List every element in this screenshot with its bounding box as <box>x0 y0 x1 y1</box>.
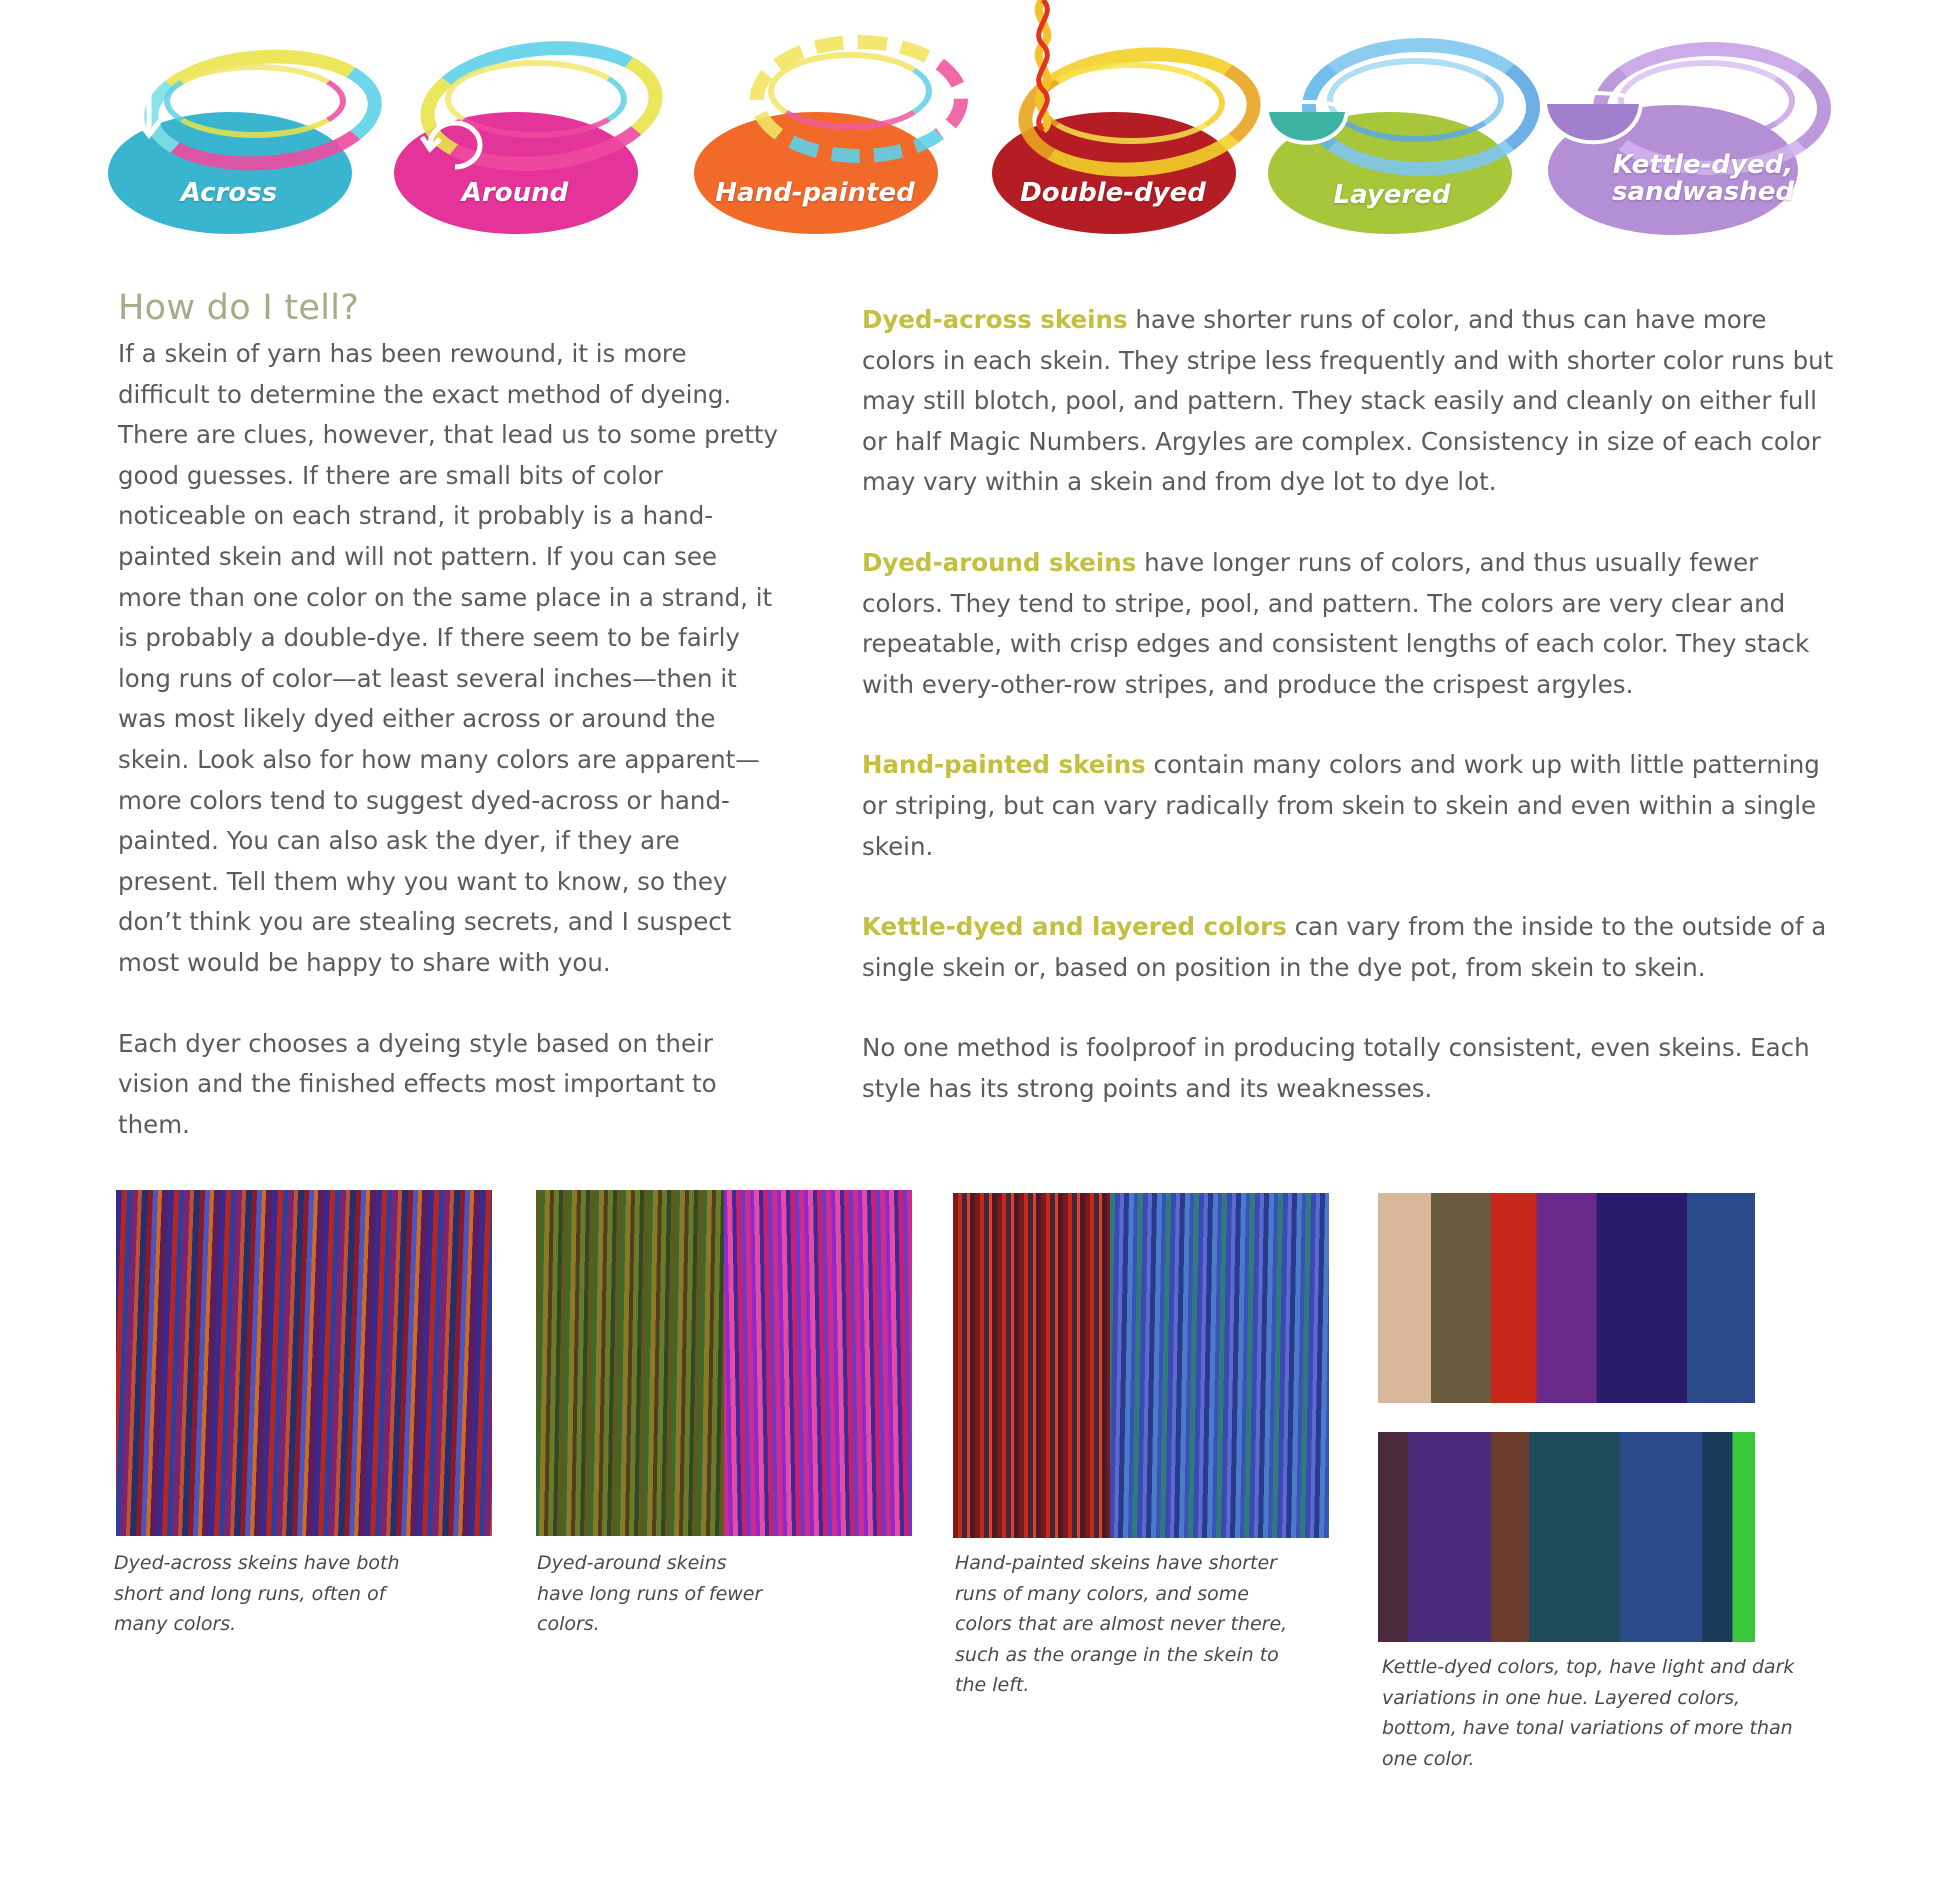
badge-label-line2: sandwashed <box>1612 177 1794 207</box>
badge-label: Double-dyed <box>1020 178 1206 208</box>
paragraph-hand-painted <box>862 745 1837 867</box>
paragraph-how-to-tell: If a skein of yarn has been rewound, it is more difficult to determine the exact method of dyeing. There are clues, however, that lead us to some pretty good guesses. If there are small bits of color noticeable on each strand, it probably is a hand-painted skein and will not pattern. If you can see more than one color on the same place in a strand, it is probably a double-dye. If there seem to be fairly long runs of color—at least several inches—then it was most likely dyed either across or around the skein. Look also for how many colors are apparent—more colors tend to suggest dyed-across or hand-painted. You can also ask the dyer, if they are present. Tell them why you want to know, so they don’t think you are stealing secrets, and I suspect most would be happy to share with you. <box>118 339 779 977</box>
vertical-arrows-icon <box>134 50 164 140</box>
paragraph-dyed-across <box>862 300 1837 503</box>
badge-label: Around <box>461 178 569 208</box>
section-heading: How do I tell? <box>118 288 360 328</box>
photo-hand-painted-blue <box>1110 1193 1329 1538</box>
left-column <box>118 288 783 1185</box>
badge-double-dyed <box>988 20 1238 220</box>
right-column <box>862 300 1837 1150</box>
badge-label: Hand-painted <box>715 178 915 208</box>
caption-dyed-across: Dyed-across skeins have both short and long runs, often of many colors. <box>114 1552 400 1635</box>
badge-kettle-dyed <box>1538 20 1828 220</box>
lead-dyed-around: Dyed-around skeins <box>862 547 1137 577</box>
badge-label-line1: Kettle-dyed, <box>1612 150 1794 180</box>
caption-kettle-layered: Kettle-dyed colors, top, have light and dark variations in one hue. Layered colors, bottom, have tonal variations of more than one color. <box>1382 1656 1795 1770</box>
badge-label <box>1558 152 1848 206</box>
photo-dyed-across <box>116 1190 492 1536</box>
bowl-icon <box>1262 98 1352 158</box>
caption-hand-painted: Hand-painted skeins have shorter runs of many colors, and some colors that are almost never there, such as the orange in the skein to the left. <box>955 1552 1288 1696</box>
paragraph-dyer-choice: Each dyer chooses a dyeing style based on their vision and the finished effects most important to them. <box>118 1028 717 1139</box>
badge-around <box>390 20 640 220</box>
text-dyed-across: have shorter runs of color, and thus can have more colors in each skein. They stripe less frequently and with shorter color runs but may still blotch, pool, and pattern. They stack easily and cleanly on either full or half Magic Numbers. Argyles are complex. Consistency in size of each color may vary within a skein and from dye lot to dye lot. <box>862 305 1834 497</box>
braided-strand-icon <box>1028 0 1058 130</box>
badge-hand-painted <box>690 20 940 220</box>
lead-dyed-across: Dyed-across skeins <box>862 305 1128 334</box>
text-kettle-dyed: can vary from the inside to the outside of a single skein or, based on position in the dye pot, from skein to skein. <box>862 912 1827 982</box>
photo-kettle-dyed <box>1378 1193 1755 1403</box>
badge-across <box>104 20 354 220</box>
photo-dyed-around-pink <box>724 1190 912 1536</box>
circular-arrow-icon <box>420 115 490 175</box>
badge-label: Across <box>180 178 278 208</box>
text-hand-painted: contain many colors and work up with little patterning or striping, but can vary radically from skein to skein and even within a single skein. <box>862 750 1820 861</box>
paragraph-dyed-around <box>862 543 1837 705</box>
paintbrush-icon <box>712 5 752 95</box>
paragraph-no-method-foolproof: No one method is foolproof in producing totally consistent, even skeins. Each style has its strong points and its weaknesses. <box>862 1033 1810 1103</box>
lead-kettle-dyed: Kettle-dyed and layered colors <box>862 912 1287 942</box>
photo-layered <box>1378 1432 1755 1642</box>
badge-layered <box>1262 20 1522 220</box>
text-dyed-around: have longer runs of colors, and thus usually fewer colors. They tend to stripe, pool, and pattern. The colors are very clear and repeatable, with crisp edges and consistent lengths of each color. They stack with every-other-row stripes, and produce the crispest argyles. <box>862 547 1810 699</box>
caption-dyed-around: Dyed-around skeins have long runs of fewer colors. <box>537 1552 763 1635</box>
dye-method-badges <box>0 0 1946 230</box>
paragraph-kettle-dyed <box>862 907 1837 988</box>
badge-label: Layered <box>1333 180 1451 210</box>
lead-hand-painted: Hand-painted skeins <box>862 750 1146 780</box>
